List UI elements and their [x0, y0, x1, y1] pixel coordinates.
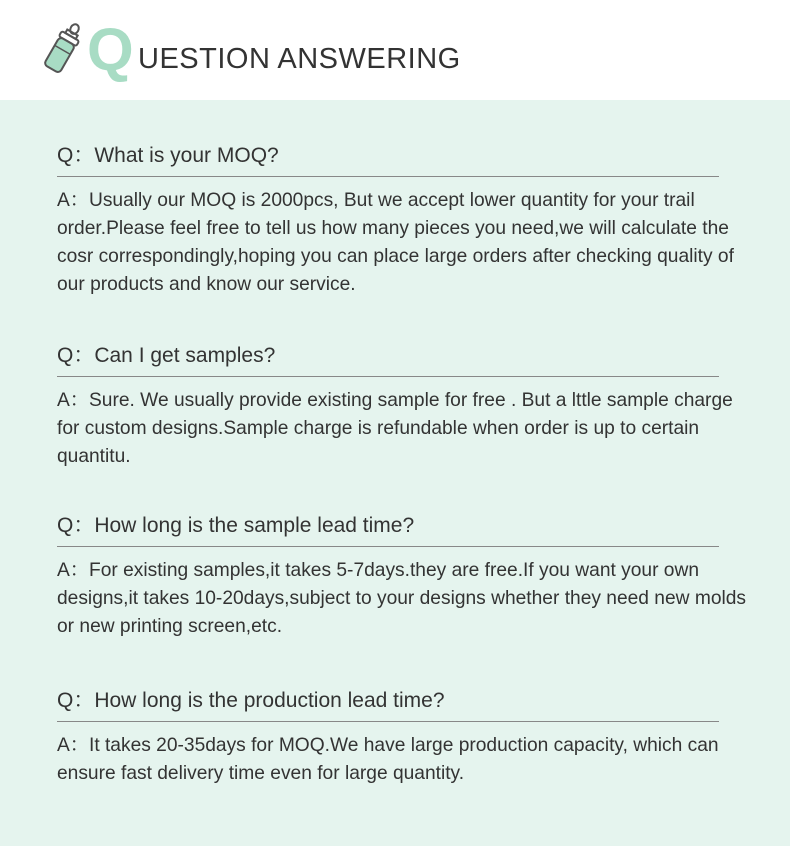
answer: A：It takes 20-35days for MOQ.We have large production capacity, which can ensure fast delivery time even for large quantity.	[57, 735, 719, 784]
page-title: UESTION ANSWERING	[138, 43, 461, 75]
answer: A：For existing samples,it takes 5-7days.they are free.If you want your own designs,it takes 10-20days,subject to your designs whether they need new molds or new printing screen,etc.	[57, 560, 747, 637]
question: Q：How long is the sample lead time?	[57, 512, 719, 547]
answer: A：Usually our MOQ is 2000pcs, But we accept lower quantity for your trail order.Please feel free to tell us how many pieces you need,we will calculate the cosr correspondingly,hoping you can place large orders after checking quality of our products and know our service.	[57, 190, 734, 295]
page-header	[0, 0, 790, 100]
question: Q：How long is the production lead time?	[57, 687, 719, 722]
qa-section	[0, 100, 790, 846]
question: Q：Can I get samples?	[57, 342, 719, 377]
qa-item	[57, 512, 747, 641]
answer: A：Sure. We usually provide existing sample for free . But a lttle sample charge for custom designs.Sample charge is refundable when order is up to certain quantitu.	[57, 390, 733, 467]
baby-bottle-icon	[40, 20, 86, 78]
qa-item	[57, 687, 719, 788]
question: Q：What is your MOQ?	[57, 142, 719, 177]
qa-item	[57, 142, 734, 299]
title-initial: Q	[87, 16, 134, 83]
qa-item	[57, 342, 733, 471]
